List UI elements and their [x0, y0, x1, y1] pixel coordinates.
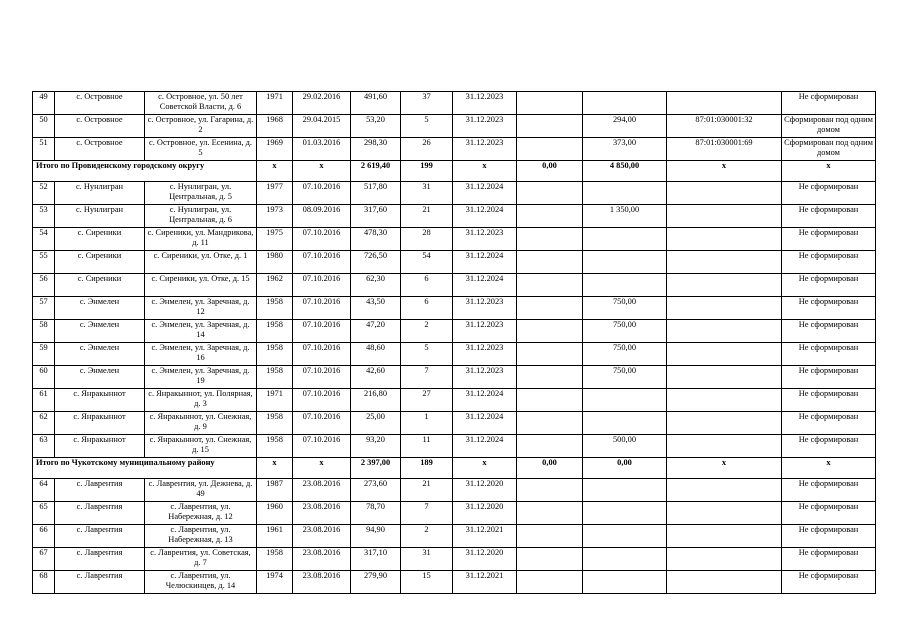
land-area-cell — [583, 228, 667, 251]
amount-cell — [517, 525, 583, 548]
land-area-cell: 750,00 — [583, 297, 667, 320]
amount-cell — [517, 435, 583, 458]
total-label: Итого по Чукотскому муниципальному району — [33, 458, 257, 479]
cadastre-cell — [667, 251, 782, 274]
amount-cell — [517, 297, 583, 320]
year-cell: 1973 — [257, 205, 293, 228]
row-number: 51 — [33, 138, 55, 161]
date-cell: 07.10.2016 — [293, 297, 351, 320]
settlement-cell: с. Островное — [55, 115, 145, 138]
cadastre-cell — [667, 182, 782, 205]
year-cell: 1958 — [257, 366, 293, 389]
date-cell: 07.10.2016 — [293, 228, 351, 251]
cadastre-cell — [667, 228, 782, 251]
table-row — [33, 274, 876, 297]
total-c9-cell: 0,00 — [517, 458, 583, 479]
status-cell: Не сформирован — [782, 343, 876, 366]
area-cell: 62,30 — [351, 274, 401, 297]
residents-cell: 11 — [401, 435, 453, 458]
total-year-cell: x — [257, 161, 293, 182]
cadastre-cell — [667, 274, 782, 297]
table-row — [33, 182, 876, 205]
table-row — [33, 502, 876, 525]
cadastre-cell — [667, 205, 782, 228]
address-cell: с. Лаврентия, ул. Советская, д. 7 — [145, 548, 257, 571]
total-c10-cell: 4 850,00 — [583, 161, 667, 182]
settlement-cell: с. Нунлигран — [55, 182, 145, 205]
residents-cell: 27 — [401, 389, 453, 412]
area-cell: 43,50 — [351, 297, 401, 320]
address-cell: с. Лаврентия, ул. Дежнева, д. 49 — [145, 479, 257, 502]
amount-cell — [517, 182, 583, 205]
area-cell: 298,30 — [351, 138, 401, 161]
area-cell: 478,30 — [351, 228, 401, 251]
deadline-cell: 31.12.2023 — [453, 138, 517, 161]
status-cell: Не сформирован — [782, 92, 876, 115]
cadastre-cell — [667, 412, 782, 435]
land-area-cell — [583, 251, 667, 274]
residents-cell: 5 — [401, 343, 453, 366]
deadline-cell: 31.12.2023 — [453, 115, 517, 138]
address-cell: с. Янракыннот, ул. Снежная, д. 9 — [145, 412, 257, 435]
area-cell: 317,60 — [351, 205, 401, 228]
residents-cell: 37 — [401, 92, 453, 115]
status-cell: Не сформирован — [782, 548, 876, 571]
cadastre-cell — [667, 502, 782, 525]
row-number: 67 — [33, 548, 55, 571]
residents-cell: 28 — [401, 228, 453, 251]
cadastre-cell — [667, 525, 782, 548]
year-cell: 1958 — [257, 343, 293, 366]
row-number: 63 — [33, 435, 55, 458]
table-row — [33, 412, 876, 435]
date-cell: 23.08.2016 — [293, 548, 351, 571]
date-cell: 07.10.2016 — [293, 366, 351, 389]
status-cell: Сформирован под одним домом — [782, 138, 876, 161]
residents-cell: 2 — [401, 525, 453, 548]
cadastre-cell — [667, 92, 782, 115]
amount-cell — [517, 412, 583, 435]
table-row — [33, 205, 876, 228]
area-cell: 726,50 — [351, 251, 401, 274]
status-cell: Не сформирован — [782, 502, 876, 525]
residents-cell: 6 — [401, 297, 453, 320]
deadline-cell: 31.12.2023 — [453, 343, 517, 366]
land-area-cell — [583, 274, 667, 297]
address-cell: с. Лаврентия, ул. Набережная, д. 13 — [145, 525, 257, 548]
cadastre-cell — [667, 320, 782, 343]
status-cell: Не сформирован — [782, 228, 876, 251]
area-cell: 94,90 — [351, 525, 401, 548]
land-area-cell: 750,00 — [583, 366, 667, 389]
deadline-cell: 31.12.2024 — [453, 182, 517, 205]
area-cell: 78,70 — [351, 502, 401, 525]
address-cell: с. Сиреники, ул. Отке, д. 15 — [145, 274, 257, 297]
cadastre-cell — [667, 297, 782, 320]
year-cell: 1960 — [257, 502, 293, 525]
total-status-cell: x — [782, 458, 876, 479]
row-number: 64 — [33, 479, 55, 502]
row-number: 52 — [33, 182, 55, 205]
residents-cell: 5 — [401, 115, 453, 138]
address-cell: с. Островное, ул. 50 лет Советской Власти, д. 6 — [145, 92, 257, 115]
table-row — [33, 366, 876, 389]
address-cell: с. Энмелен, ул. Заречная, д. 16 — [145, 343, 257, 366]
land-area-cell: 294,00 — [583, 115, 667, 138]
status-cell: Не сформирован — [782, 366, 876, 389]
total-label: Итого по Провиденскому городскому округу — [33, 161, 257, 182]
land-area-cell — [583, 412, 667, 435]
row-number: 68 — [33, 571, 55, 594]
cadastre-cell — [667, 548, 782, 571]
year-cell: 1962 — [257, 274, 293, 297]
cadastre-cell: 87:01:030001:69 — [667, 138, 782, 161]
deadline-cell: 31.12.2020 — [453, 548, 517, 571]
total-cadastre-cell: x — [667, 161, 782, 182]
deadline-cell: 31.12.2024 — [453, 435, 517, 458]
address-cell: с. Энмелен, ул. Заречная, д. 14 — [145, 320, 257, 343]
row-number: 59 — [33, 343, 55, 366]
settlement-cell: с. Сиреники — [55, 228, 145, 251]
deadline-cell: 31.12.2023 — [453, 92, 517, 115]
year-cell: 1958 — [257, 435, 293, 458]
residents-cell: 31 — [401, 182, 453, 205]
residents-cell: 2 — [401, 320, 453, 343]
address-cell: с. Сиреники, ул. Отке, д. 1 — [145, 251, 257, 274]
address-cell: с. Нунлигран, ул. Центральная, д. 6 — [145, 205, 257, 228]
amount-cell — [517, 251, 583, 274]
amount-cell — [517, 479, 583, 502]
deadline-cell: 31.12.2023 — [453, 228, 517, 251]
deadline-cell: 31.12.2021 — [453, 525, 517, 548]
year-cell: 1980 — [257, 251, 293, 274]
status-cell: Не сформирован — [782, 205, 876, 228]
total-area-cell: 2 619,40 — [351, 161, 401, 182]
cadastre-cell — [667, 343, 782, 366]
deadline-cell: 31.12.2024 — [453, 205, 517, 228]
status-cell: Не сформирован — [782, 435, 876, 458]
status-cell: Не сформирован — [782, 525, 876, 548]
amount-cell — [517, 548, 583, 571]
deadline-cell: 31.12.2023 — [453, 366, 517, 389]
residents-cell: 15 — [401, 571, 453, 594]
date-cell: 07.10.2016 — [293, 343, 351, 366]
total-cadastre-cell: x — [667, 458, 782, 479]
settlement-cell: с. Лаврентия — [55, 502, 145, 525]
date-cell: 23.08.2016 — [293, 502, 351, 525]
date-cell: 07.10.2016 — [293, 412, 351, 435]
deadline-cell: 31.12.2024 — [453, 274, 517, 297]
status-cell: Не сформирован — [782, 571, 876, 594]
date-cell: 29.02.2016 — [293, 92, 351, 115]
settlement-cell: с. Сиреники — [55, 274, 145, 297]
settlement-cell: с. Нунлигран — [55, 205, 145, 228]
amount-cell — [517, 343, 583, 366]
address-cell: с. Сиреники, ул. Мандрикова, д. 11 — [145, 228, 257, 251]
land-area-cell — [583, 502, 667, 525]
area-cell: 25,00 — [351, 412, 401, 435]
date-cell: 23.08.2016 — [293, 479, 351, 502]
row-number: 54 — [33, 228, 55, 251]
total-date-cell: x — [293, 161, 351, 182]
amount-cell — [517, 389, 583, 412]
residents-cell: 54 — [401, 251, 453, 274]
amount-cell — [517, 274, 583, 297]
row-number: 50 — [33, 115, 55, 138]
total-status-cell: x — [782, 161, 876, 182]
cadastre-cell: 87:01:030001:32 — [667, 115, 782, 138]
residents-cell: 26 — [401, 138, 453, 161]
total-c9-cell: 0,00 — [517, 161, 583, 182]
year-cell: 1958 — [257, 548, 293, 571]
row-number: 58 — [33, 320, 55, 343]
status-cell: Сформирован под одним домом — [782, 115, 876, 138]
table-row — [33, 548, 876, 571]
settlement-cell: с. Янракыннот — [55, 389, 145, 412]
amount-cell — [517, 502, 583, 525]
year-cell: 1969 — [257, 138, 293, 161]
total-deadline-cell: x — [453, 458, 517, 479]
settlement-cell: с. Янракыннот — [55, 435, 145, 458]
address-cell: с. Лаврентия, ул. Челюскинцев, д. 14 — [145, 571, 257, 594]
area-cell: 47,20 — [351, 320, 401, 343]
residents-cell: 21 — [401, 205, 453, 228]
date-cell: 07.10.2016 — [293, 320, 351, 343]
housing-register-table — [32, 91, 876, 594]
amount-cell — [517, 92, 583, 115]
row-number: 61 — [33, 389, 55, 412]
row-number: 60 — [33, 366, 55, 389]
row-number: 49 — [33, 92, 55, 115]
total-deadline-cell: x — [453, 161, 517, 182]
area-cell: 93,20 — [351, 435, 401, 458]
deadline-cell: 31.12.2021 — [453, 571, 517, 594]
year-cell: 1977 — [257, 182, 293, 205]
row-number: 53 — [33, 205, 55, 228]
date-cell: 01.03.2016 — [293, 138, 351, 161]
table-row — [33, 525, 876, 548]
settlement-cell: с. Энмелен — [55, 366, 145, 389]
land-area-cell — [583, 525, 667, 548]
table-row — [33, 115, 876, 138]
residents-cell: 6 — [401, 274, 453, 297]
deadline-cell: 31.12.2024 — [453, 251, 517, 274]
total-people-cell: 199 — [401, 161, 453, 182]
settlement-cell: с. Лаврентия — [55, 479, 145, 502]
residents-cell: 1 — [401, 412, 453, 435]
land-area-cell — [583, 571, 667, 594]
area-cell: 317,10 — [351, 548, 401, 571]
total-area-cell: 2 397,00 — [351, 458, 401, 479]
address-cell: с. Энмелен, ул. Заречная, д. 12 — [145, 297, 257, 320]
address-cell: с. Островное, ул. Есенина, д. 5 — [145, 138, 257, 161]
table-row — [33, 228, 876, 251]
residents-cell: 7 — [401, 502, 453, 525]
address-cell: с. Энмелен, ул. Заречная, д. 19 — [145, 366, 257, 389]
land-area-cell: 373,00 — [583, 138, 667, 161]
area-cell: 53,20 — [351, 115, 401, 138]
date-cell: 07.10.2016 — [293, 251, 351, 274]
amount-cell — [517, 320, 583, 343]
land-area-cell — [583, 92, 667, 115]
land-area-cell: 750,00 — [583, 320, 667, 343]
status-cell: Не сформирован — [782, 320, 876, 343]
land-area-cell — [583, 479, 667, 502]
date-cell: 07.10.2016 — [293, 389, 351, 412]
total-c10-cell: 0,00 — [583, 458, 667, 479]
row-number: 66 — [33, 525, 55, 548]
settlement-cell: с. Янракыннот — [55, 412, 145, 435]
deadline-cell: 31.12.2020 — [453, 479, 517, 502]
settlement-cell: с. Островное — [55, 138, 145, 161]
deadline-cell: 31.12.2023 — [453, 297, 517, 320]
amount-cell — [517, 228, 583, 251]
year-cell: 1958 — [257, 297, 293, 320]
address-cell: с. Нунлигран, ул. Центральная, д. 5 — [145, 182, 257, 205]
cadastre-cell — [667, 571, 782, 594]
total-people-cell: 189 — [401, 458, 453, 479]
table-row — [33, 389, 876, 412]
deadline-cell: 31.12.2023 — [453, 320, 517, 343]
year-cell: 1987 — [257, 479, 293, 502]
land-area-cell — [583, 182, 667, 205]
date-cell: 23.08.2016 — [293, 571, 351, 594]
cadastre-cell — [667, 479, 782, 502]
land-area-cell: 750,00 — [583, 343, 667, 366]
year-cell: 1974 — [257, 571, 293, 594]
cadastre-cell — [667, 435, 782, 458]
table-row — [33, 297, 876, 320]
address-cell: с. Янракыннот, ул. Снежная, д. 15 — [145, 435, 257, 458]
residents-cell: 31 — [401, 548, 453, 571]
table-row — [33, 92, 876, 115]
settlement-cell: с. Лаврентия — [55, 525, 145, 548]
table-row — [33, 435, 876, 458]
row-number: 56 — [33, 274, 55, 297]
land-area-cell: 500,00 — [583, 435, 667, 458]
address-cell: с. Лаврентия, ул. Набережная, д. 12 — [145, 502, 257, 525]
date-cell: 07.10.2016 — [293, 435, 351, 458]
status-cell: Не сформирован — [782, 251, 876, 274]
status-cell: Не сформирован — [782, 297, 876, 320]
area-cell: 48,60 — [351, 343, 401, 366]
amount-cell — [517, 571, 583, 594]
table-row — [33, 479, 876, 502]
area-cell: 491,60 — [351, 92, 401, 115]
year-cell: 1961 — [257, 525, 293, 548]
date-cell: 07.10.2016 — [293, 182, 351, 205]
cadastre-cell — [667, 366, 782, 389]
settlement-cell: с. Энмелен — [55, 297, 145, 320]
table-row — [33, 138, 876, 161]
table-row — [33, 343, 876, 366]
area-cell: 216,80 — [351, 389, 401, 412]
row-number: 62 — [33, 412, 55, 435]
date-cell: 23.08.2016 — [293, 525, 351, 548]
table-row — [33, 571, 876, 594]
settlement-cell: с. Островное — [55, 92, 145, 115]
year-cell: 1958 — [257, 412, 293, 435]
settlement-cell: с. Энмелен — [55, 343, 145, 366]
cadastre-cell — [667, 389, 782, 412]
amount-cell — [517, 205, 583, 228]
status-cell: Не сформирован — [782, 182, 876, 205]
table-row — [33, 320, 876, 343]
settlement-cell: с. Сиреники — [55, 251, 145, 274]
status-cell: Не сформирован — [782, 479, 876, 502]
area-cell: 517,80 — [351, 182, 401, 205]
settlement-cell: с. Энмелен — [55, 320, 145, 343]
residents-cell: 7 — [401, 366, 453, 389]
status-cell: Не сформирован — [782, 389, 876, 412]
land-area-cell — [583, 389, 667, 412]
address-cell: с. Янракыннот, ул. Полярная, д. 3 — [145, 389, 257, 412]
residents-cell: 21 — [401, 479, 453, 502]
settlement-cell: с. Лаврентия — [55, 548, 145, 571]
total-year-cell: x — [257, 458, 293, 479]
year-cell: 1968 — [257, 115, 293, 138]
row-number: 57 — [33, 297, 55, 320]
amount-cell — [517, 138, 583, 161]
amount-cell — [517, 115, 583, 138]
land-area-cell — [583, 548, 667, 571]
date-cell: 29.04.2015 — [293, 115, 351, 138]
total-row — [33, 458, 876, 479]
status-cell: Не сформирован — [782, 412, 876, 435]
area-cell: 273,60 — [351, 479, 401, 502]
total-date-cell: x — [293, 458, 351, 479]
year-cell: 1971 — [257, 92, 293, 115]
deadline-cell: 31.12.2024 — [453, 389, 517, 412]
amount-cell — [517, 366, 583, 389]
table-row — [33, 251, 876, 274]
area-cell: 42,60 — [351, 366, 401, 389]
date-cell: 07.10.2016 — [293, 274, 351, 297]
status-cell: Не сформирован — [782, 274, 876, 297]
row-number: 65 — [33, 502, 55, 525]
address-cell: с. Островное, ул. Гагарина, д. 2 — [145, 115, 257, 138]
year-cell: 1971 — [257, 389, 293, 412]
deadline-cell: 31.12.2020 — [453, 502, 517, 525]
total-row — [33, 161, 876, 182]
date-cell: 08.09.2016 — [293, 205, 351, 228]
deadline-cell: 31.12.2024 — [453, 412, 517, 435]
year-cell: 1975 — [257, 228, 293, 251]
row-number: 55 — [33, 251, 55, 274]
year-cell: 1958 — [257, 320, 293, 343]
area-cell: 279,90 — [351, 571, 401, 594]
land-area-cell: 1 350,00 — [583, 205, 667, 228]
settlement-cell: с. Лаврентия — [55, 571, 145, 594]
